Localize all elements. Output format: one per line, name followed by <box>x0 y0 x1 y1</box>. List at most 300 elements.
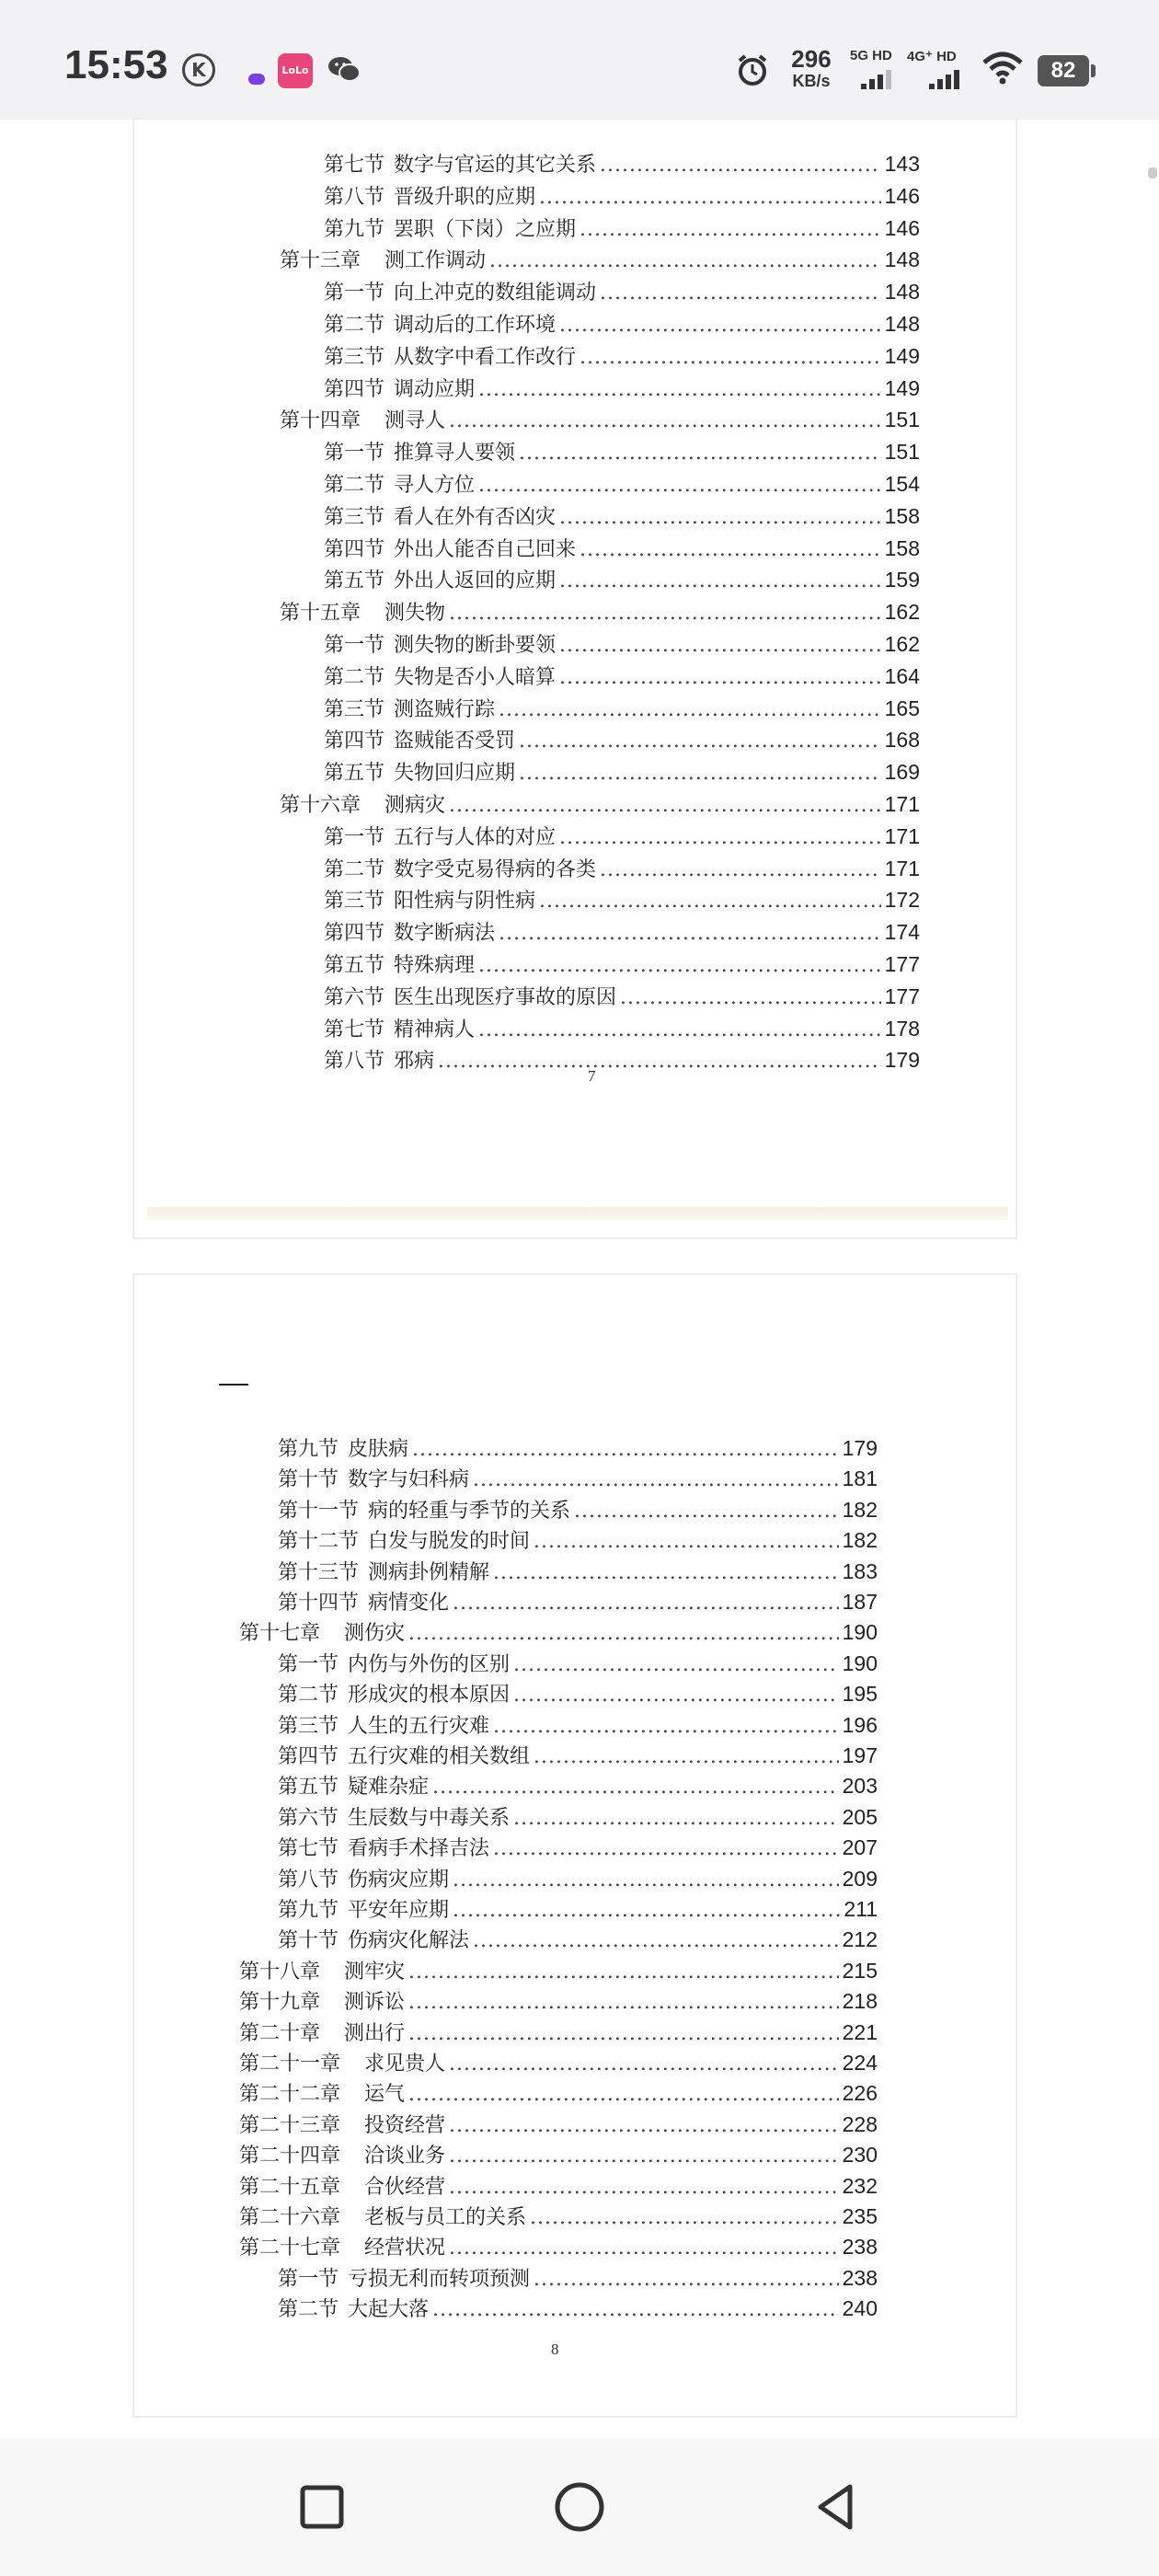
toc-entry-title: 测失物 <box>384 602 446 626</box>
toc-leader-dots <box>600 282 881 305</box>
dot-icon <box>248 74 265 85</box>
toc-section-entry <box>278 1587 878 1618</box>
toc-entry-title: 测病灾 <box>384 794 446 817</box>
toc-section-entry <box>278 1649 878 1680</box>
toc-section-entry <box>324 725 920 756</box>
toc-chapter-entry <box>280 245 920 276</box>
toc-leader-dots <box>559 826 881 849</box>
toc-entry-page: 240 <box>842 2296 878 2321</box>
toc-section-entry <box>324 854 920 885</box>
toc-entry-page: 205 <box>842 1804 878 1829</box>
toc-leader-dots <box>519 762 881 785</box>
toc-section-entry <box>324 661 920 693</box>
toc-entry-title: 晋级升职的应期 <box>394 185 536 209</box>
toc-chapter-entry <box>239 1956 878 1987</box>
toc-section-entry <box>324 437 920 468</box>
toc-entry-title: 合伙经营 <box>364 2175 446 2199</box>
toc-entry-page: 172 <box>884 888 920 913</box>
toc-chapter-entry <box>239 1986 878 2018</box>
toc-section-entry <box>278 1741 878 1772</box>
toc-entry-title: 数字与妇科病 <box>348 1468 470 1492</box>
toc-entry-label: 第二十四章 <box>239 2145 341 2168</box>
toc-entry-page: 149 <box>884 343 920 368</box>
toc-entry-title: 失物回归应期 <box>394 762 516 786</box>
wechat-icon <box>327 55 361 83</box>
toc-entry-title: 向上冲克的数组能调动 <box>394 282 597 305</box>
toc-section-entry <box>278 2263 878 2294</box>
toc-section-entry <box>324 309 920 340</box>
network-speed: 296 KB/s <box>791 45 832 90</box>
toc-section-entry <box>324 341 920 373</box>
toc-section-entry <box>324 982 920 1013</box>
toc-leader-dots <box>449 2145 839 2168</box>
toc-leader-dots <box>513 1653 839 1676</box>
toc-leader-dots <box>539 890 881 913</box>
toc-leader-dots <box>408 1991 839 2014</box>
toc-entry-label: 第二十五章 <box>239 2175 341 2199</box>
toc-leader-dots <box>493 1715 839 1738</box>
toc-entry-title: 罢职（下岗）之应期 <box>394 217 577 241</box>
toc-entry-label: 第二十一章 <box>239 2053 341 2076</box>
toc-entry-label: 第四节 <box>324 537 385 561</box>
toc-entry-title: 亏损无利而转项预测 <box>348 2267 531 2291</box>
toc-leader-dots <box>559 506 881 529</box>
toc-leader-dots <box>449 602 881 625</box>
toc-entry-title: 内伤与外伤的区别 <box>348 1652 511 1676</box>
wifi-icon <box>982 52 1023 85</box>
toc-entry-page: 165 <box>884 696 920 720</box>
toc-entry-title: 大起大落 <box>348 2298 430 2322</box>
toc-entry-title: 测病卦例精解 <box>368 1560 490 1584</box>
toc-entry-title: 调动应期 <box>394 377 476 401</box>
document-page-8 <box>134 1275 1016 2416</box>
toc-chapter-entry <box>239 2171 878 2202</box>
toc-entry-page: 177 <box>884 983 920 1008</box>
toc-leader-dots <box>534 2268 839 2291</box>
toc-entry-title: 邪病 <box>394 1050 435 1074</box>
toc-leader-dots <box>534 1530 839 1553</box>
toc-entry-title: 测盗贼行踪 <box>394 697 496 721</box>
toc-leader-dots <box>408 2022 839 2045</box>
toc-section-entry <box>278 1710 878 1742</box>
toc-leader-dots <box>412 1438 839 1461</box>
toc-entry-label: 第二十二章 <box>239 2083 341 2107</box>
toc-entry-label: 第四节 <box>324 730 385 753</box>
toc-entry-page: 162 <box>884 632 920 656</box>
toc-entry-page: 148 <box>884 280 920 305</box>
toc-leader-dots <box>478 1018 881 1041</box>
toc-entry-page: 159 <box>884 568 920 592</box>
toc-entry-page: 203 <box>842 1774 878 1799</box>
toc-entry-page: 196 <box>842 1712 878 1737</box>
toc-section-entry <box>278 1802 878 1834</box>
toc-entry-title: 看病手术择吉法 <box>348 1837 490 1861</box>
toc-entry-page: 177 <box>884 952 920 976</box>
toc-entry-label: 第一节 <box>324 634 385 657</box>
toc-section-entry <box>278 1894 878 1926</box>
toc-entry-label: 第二节 <box>324 314 385 337</box>
toc-leader-dots <box>408 2083 839 2106</box>
toc-entry-title: 测牢灾 <box>344 1960 406 1984</box>
toc-entry-label: 第一节 <box>278 2267 339 2291</box>
toc-entry-title: 老板与员工的关系 <box>364 2206 527 2229</box>
toc-entry-page: 211 <box>843 1897 878 1921</box>
toc-leader-dots <box>449 794 881 817</box>
toc-entry-page: 174 <box>884 920 920 945</box>
toc-entry-page: 212 <box>842 1927 878 1952</box>
toc-entry-label: 第十二节 <box>278 1530 360 1554</box>
toc-entry-page: 171 <box>884 823 920 848</box>
toc-entry-page: 181 <box>842 1466 878 1491</box>
toc-entry-page: 151 <box>884 440 920 465</box>
toc-section-entry <box>324 213 920 245</box>
toc-leader-dots <box>600 154 881 177</box>
toc-entry-label: 第七节 <box>278 1837 339 1861</box>
toc-section-entry <box>324 1014 920 1045</box>
scroll-indicator[interactable] <box>1148 167 1157 178</box>
toc-section-entry <box>324 822 920 853</box>
toc-leader-dots <box>530 2206 839 2229</box>
toc-entry-label: 第十三章 <box>280 249 361 273</box>
toc-entry-title: 白发与脱发的时间 <box>368 1530 531 1554</box>
toc-entry-page: 149 <box>884 375 920 400</box>
toc-entry-title: 推算寻人要领 <box>394 442 516 466</box>
toc-entry-title: 求见贵人 <box>364 2053 446 2076</box>
toc-entry-label: 第二十三章 <box>239 2113 341 2137</box>
toc-section-entry <box>324 149 920 180</box>
toc-entry-title: 五行灾难的相关数组 <box>348 1745 531 1768</box>
toc-entry-title: 数字断病法 <box>394 922 496 946</box>
toc-entry-page: 218 <box>842 1989 878 2014</box>
toc-entry-page: 207 <box>842 1835 878 1860</box>
toc-section-entry <box>278 1679 878 1710</box>
toc-chapter-entry <box>239 2202 878 2233</box>
toc-leader-dots <box>580 538 881 561</box>
toc-entry-title: 盗贼能否受罚 <box>394 730 516 753</box>
toc-section-entry <box>278 2294 878 2325</box>
toc-entry-title: 从数字中看工作改行 <box>394 345 577 369</box>
toc-section-entry <box>324 277 920 308</box>
toc-chapter-entry <box>239 2110 878 2141</box>
toc-entry-page: 235 <box>842 2204 878 2228</box>
toc-entry-title: 外出人返回的应期 <box>394 569 557 593</box>
toc-section-entry <box>278 1833 878 1864</box>
toc-section-entry <box>278 1525 878 1557</box>
toc-chapter-entry <box>239 2232 878 2263</box>
toc-leader-dots <box>408 1961 839 1984</box>
toc-section-entry <box>278 1557 878 1588</box>
toc-section-entry <box>324 374 920 405</box>
toc-leader-dots <box>449 2237 839 2260</box>
toc-leader-dots <box>453 1592 839 1615</box>
toc-leader-dots <box>513 1684 839 1707</box>
toc-chapter-entry <box>239 1617 878 1649</box>
toc-entry-label: 第一节 <box>278 1652 339 1676</box>
toc-chapter-entry <box>280 405 920 436</box>
toc-section-entry <box>324 757 920 788</box>
toc-entry-label: 第九节 <box>278 1438 339 1461</box>
toc-entry-page: 171 <box>884 856 920 880</box>
toc-leader-dots <box>478 378 881 401</box>
toc-entry-page: 238 <box>842 2235 878 2260</box>
toc-entry-label: 第一节 <box>324 442 385 466</box>
toc-entry-label: 第十八章 <box>239 1960 321 1984</box>
back-button[interactable] <box>809 2479 865 2535</box>
toc-entry-page: 179 <box>842 1436 878 1460</box>
toc-entry-page: 183 <box>842 1558 878 1583</box>
toc-entry-page: 238 <box>842 2265 878 2290</box>
toc-entry-title: 人生的五行灾难 <box>348 1714 490 1738</box>
toc-leader-dots <box>519 730 881 753</box>
toc-entry-title: 测伤灾 <box>344 1622 406 1646</box>
toc-entry-label: 第四节 <box>324 922 385 946</box>
page-number: 8 <box>551 2340 559 2358</box>
toc-entry-label: 第五节 <box>324 569 385 593</box>
toc-entry-title: 皮肤病 <box>348 1438 409 1461</box>
navigation-bar <box>0 2438 1159 2576</box>
toc-entry-label: 第三节 <box>324 890 385 914</box>
toc-leader-dots <box>519 442 881 465</box>
toc-leader-dots <box>600 858 881 881</box>
toc-entry-title: 失物是否小人暗算 <box>394 665 557 689</box>
toc-leader-dots <box>473 1929 839 1952</box>
toc-entry-label: 第八节 <box>324 1050 385 1074</box>
toc-leader-dots <box>449 2053 839 2076</box>
toc-entry-title: 特殊病理 <box>394 954 476 977</box>
toc-entry-label: 第十九章 <box>239 1991 321 2015</box>
toc-leader-dots <box>438 1050 881 1073</box>
toc-entry-label: 第二十七章 <box>239 2237 341 2260</box>
toc-entry-title: 疑难杂症 <box>348 1776 430 1800</box>
toc-entry-page: 169 <box>884 760 920 785</box>
toc-entry-page: 230 <box>842 2143 878 2168</box>
toc-entry-label: 第二十章 <box>239 2021 321 2045</box>
toc-section-entry <box>278 1464 878 1495</box>
toc-leader-dots <box>493 1837 839 1860</box>
home-button[interactable] <box>552 2479 607 2535</box>
toc-entry-page: 215 <box>842 1958 878 1983</box>
toc-entry-title: 看人在外有否凶灾 <box>394 505 557 529</box>
toc-entry-label: 第十一节 <box>278 1499 360 1523</box>
toc-entry-label: 第三节 <box>324 697 385 721</box>
sim2-signal-icon <box>929 70 962 90</box>
toc-entry-title: 病情变化 <box>368 1592 450 1615</box>
toc-leader-dots <box>453 1899 840 1922</box>
k-icon: K <box>182 53 215 86</box>
toc-entry-label: 第五节 <box>324 762 385 786</box>
toc-entry-page: 171 <box>884 792 920 816</box>
toc-entry-label: 第五节 <box>278 1776 339 1800</box>
toc-entry-page: 148 <box>884 247 920 272</box>
toc-entry-label: 第八节 <box>278 1868 339 1892</box>
toc-leader-dots <box>620 986 881 1009</box>
sim1-label: 5G HD <box>850 48 892 63</box>
toc-entry-label: 第三节 <box>324 345 385 369</box>
toc-entry-title: 测失物的断卦要领 <box>394 634 557 657</box>
toc-entry-title: 寻人方位 <box>394 474 476 497</box>
toc-entry-page: 178 <box>884 1016 920 1041</box>
toc-entry-label: 第六节 <box>324 985 385 1009</box>
toc-entry-label: 第十四章 <box>280 409 361 433</box>
toc-entry-page: 187 <box>842 1590 878 1614</box>
toc-chapter-entry <box>239 2078 878 2110</box>
toc-chapter-entry <box>280 789 920 821</box>
toc-section-entry <box>278 1771 878 1802</box>
toc-section-entry <box>324 1045 920 1076</box>
toc-entry-title: 测诉讼 <box>344 1991 406 2015</box>
toc-leader-dots <box>449 409 881 432</box>
toc-entry-page: 182 <box>842 1497 878 1522</box>
toc-entry-page: 228 <box>842 2111 878 2136</box>
toc-leader-dots <box>539 186 881 209</box>
toc-entry-page: 148 <box>884 312 920 336</box>
toc-leader-dots <box>513 1807 839 1830</box>
status-time: 15:53 <box>64 42 168 87</box>
toc-entry-label: 第十节 <box>278 1929 339 1953</box>
toc-entry-page: 226 <box>842 2081 878 2106</box>
toc-entry-page: 182 <box>842 1528 878 1553</box>
toc-entry-page: 197 <box>842 1743 878 1767</box>
toc-section-entry <box>324 694 920 725</box>
toc-section-entry <box>324 469 920 500</box>
toc-leader-dots <box>432 1776 839 1799</box>
toc-entry-page: 190 <box>842 1620 878 1645</box>
alarm-icon <box>736 53 769 86</box>
page-edge <box>147 1207 1008 1220</box>
toc-entry-label: 第二节 <box>278 2298 339 2322</box>
toc-entry-page: 146 <box>884 183 920 208</box>
toc-leader-dots <box>473 1468 839 1491</box>
document-viewer[interactable] <box>0 120 1159 2438</box>
toc-entry-title: 伤病灾应期 <box>348 1868 450 1892</box>
toc-entry-page: 168 <box>884 728 920 753</box>
document-page-7 <box>134 120 1016 1237</box>
toc-leader-dots <box>432 2298 839 2321</box>
toc-leader-dots <box>499 698 881 721</box>
toc-leader-dots <box>534 1745 839 1768</box>
sim2-label: 4G⁺ HD <box>907 49 957 64</box>
toc-section-entry <box>278 1864 878 1895</box>
toc-chapter-entry <box>239 2140 878 2171</box>
toc-entry-label: 第二十六章 <box>239 2206 341 2229</box>
toc-entry-page: 224 <box>842 2051 878 2075</box>
toc-entry-title: 经营状况 <box>364 2237 446 2260</box>
header-mark <box>219 1384 248 1386</box>
toc-entry-label: 第六节 <box>278 1806 339 1830</box>
status-bar <box>0 0 1159 120</box>
toc-entry-title: 伤病灾化解法 <box>348 1929 470 1953</box>
sim1-signal-icon <box>861 70 894 90</box>
toc-entry-title: 调动后的工作环境 <box>394 314 557 337</box>
toc-entry-title: 测寻人 <box>384 409 446 433</box>
toc-entry-title: 精神病人 <box>394 1018 476 1041</box>
toc-leader-dots <box>478 474 881 497</box>
toc-entry-title: 阳性病与阴性病 <box>394 890 536 914</box>
toc-section-entry <box>324 917 920 949</box>
toc-entry-label: 第一节 <box>324 825 385 849</box>
toc-entry-page: 146 <box>884 215 920 240</box>
toc-entry-label: 第十四节 <box>278 1592 360 1615</box>
toc-section-entry <box>324 565 920 596</box>
toc-entry-page: 195 <box>842 1682 878 1707</box>
toc-section-entry <box>278 1495 878 1526</box>
toc-entry-label: 第十五章 <box>280 602 361 626</box>
toc-entry-page: 162 <box>884 600 920 625</box>
toc-entry-label: 第十三节 <box>278 1560 360 1584</box>
toc-section-entry <box>278 1925 878 1956</box>
toc-section-entry <box>324 534 920 565</box>
recents-button[interactable] <box>294 2479 350 2535</box>
toc-entry-title: 测出行 <box>344 2021 406 2045</box>
toc-entry-label: 第二节 <box>278 1684 339 1708</box>
toc-leader-dots <box>493 1561 839 1584</box>
toc-entry-title: 五行与人体的对应 <box>394 825 557 849</box>
toc-entry-title: 形成灾的根本原因 <box>348 1684 511 1708</box>
toc-entry-label: 第四节 <box>278 1745 339 1768</box>
toc-section-entry <box>324 181 920 213</box>
toc-entry-label: 第三节 <box>324 505 385 529</box>
toc-entry-label: 第二节 <box>324 474 385 497</box>
toc-entry-page: 158 <box>884 535 920 560</box>
toc-entry-title: 洽谈业务 <box>364 2145 446 2168</box>
toc-entry-label: 第十七章 <box>239 1622 321 1646</box>
toc-entry-label: 第五节 <box>324 954 385 977</box>
toc-entry-page: 221 <box>842 2019 878 2044</box>
toc-leader-dots <box>453 1869 839 1892</box>
toc-leader-dots <box>489 249 881 272</box>
toc-chapter-entry <box>239 2048 878 2079</box>
toc-entry-label: 第二节 <box>324 857 385 881</box>
toc-entry-page: 154 <box>884 472 920 496</box>
toc-entry-title: 病的轻重与季节的关系 <box>368 1499 571 1523</box>
battery-icon: 82 <box>1038 55 1089 86</box>
toc-leader-dots <box>478 954 881 977</box>
toc-entry-title: 投资经营 <box>364 2113 446 2137</box>
toc-leader-dots <box>559 666 881 689</box>
toc-leader-dots <box>559 314 881 337</box>
toc-entry-title: 医生出现医疗事故的原因 <box>394 985 617 1009</box>
toc-leader-dots <box>559 569 881 592</box>
toc-section-entry <box>324 949 920 981</box>
toc-entry-page: 143 <box>884 152 920 176</box>
toc-leader-dots <box>449 2114 839 2137</box>
toc-entry-label: 第九节 <box>278 1899 339 1922</box>
toc-entry-label: 第九节 <box>324 217 385 241</box>
toc-leader-dots <box>580 218 881 241</box>
toc-leader-dots <box>449 2176 839 2199</box>
toc-section-entry <box>324 885 920 916</box>
toc-entry-label: 第七节 <box>324 1018 385 1041</box>
toc-entry-title: 测工作调动 <box>384 249 487 273</box>
app-icon: LoLo <box>278 53 313 88</box>
toc-entry-label: 第一节 <box>324 282 385 305</box>
toc-entry-page: 190 <box>842 1650 878 1675</box>
toc-entry-page: 158 <box>884 503 920 528</box>
toc-entry-title: 数字受克易得病的各类 <box>394 857 597 881</box>
toc-entry-title: 数字与官运的其它关系 <box>394 154 597 177</box>
toc-entry-title: 外出人能否自己回来 <box>394 537 577 561</box>
toc-entry-label: 第三节 <box>278 1714 339 1738</box>
toc-chapter-entry <box>280 597 920 628</box>
toc-entry-label: 第四节 <box>324 377 385 401</box>
page-number: 7 <box>588 1067 596 1085</box>
toc-entry-label: 第七节 <box>324 154 385 177</box>
toc-entry-label: 第二节 <box>324 665 385 689</box>
toc-section-entry <box>324 629 920 661</box>
toc-entry-label: 第十节 <box>278 1468 339 1492</box>
toc-entry-page: 164 <box>884 663 920 688</box>
toc-entry-page: 209 <box>842 1866 878 1891</box>
